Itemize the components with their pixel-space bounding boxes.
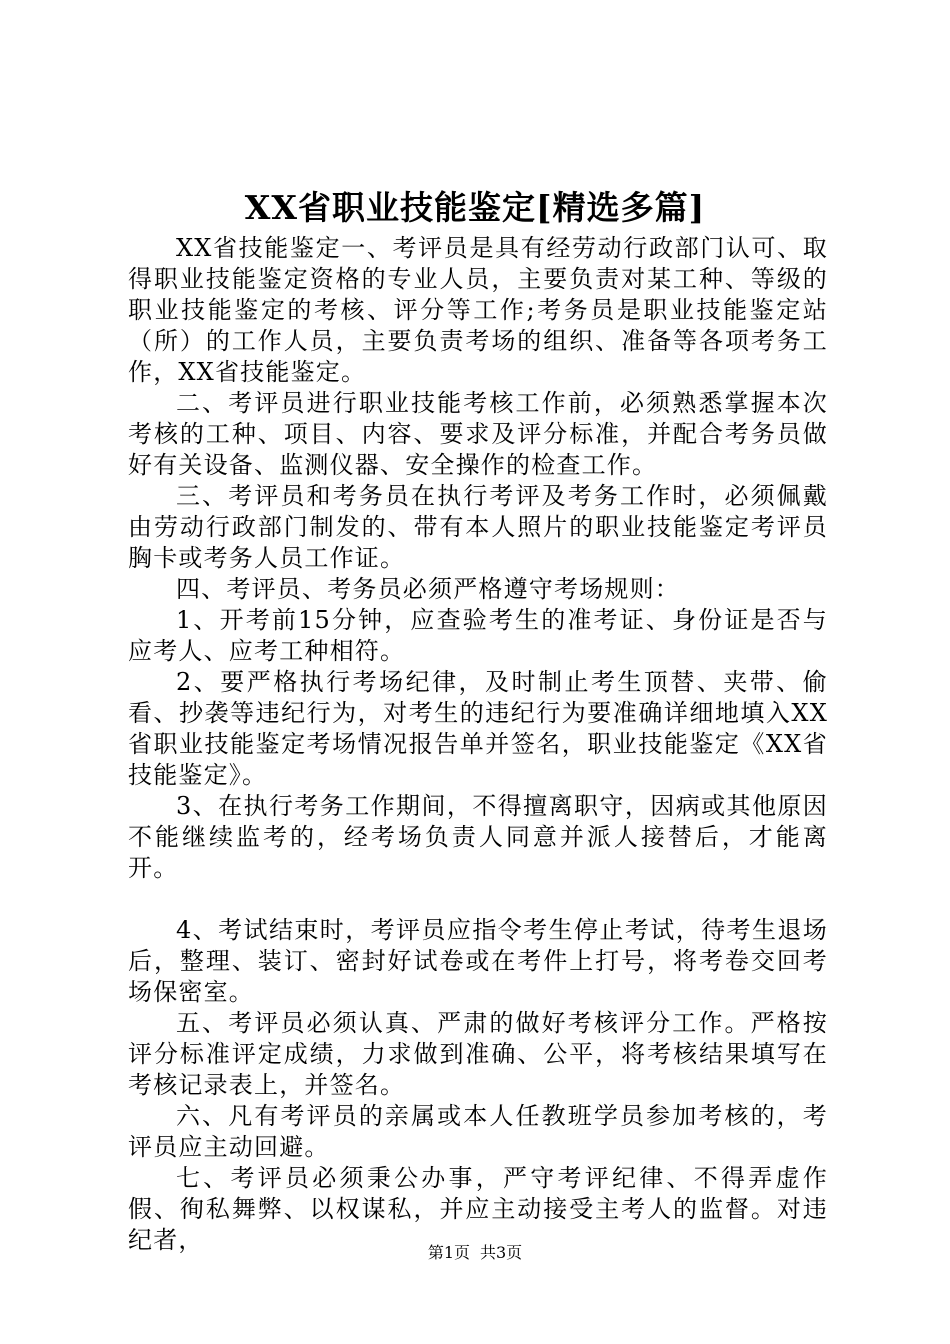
paragraph: 1、开考前15分钟，应查验考生的准考证、身份证是否与应考人、应考工种相符。: [128, 606, 828, 665]
page-number: 第1页: [427, 1243, 470, 1262]
paragraph: 三、考评员和考务员在执行考评及考务工作时，必须佩戴由劳动行政部门制发的、带有本人照片的职业技能鉴定考评员胸卡或考务人员工作证。: [128, 482, 828, 572]
paragraph: 2、要严格执行考场纪律，及时制止考生顶替、夹带、偷看、抄袭等违纪行为，对考生的违纪行为要准确详细地填入XX省职业技能鉴定考场情况报告单并签名，职业技能鉴定《XX省技能鉴定》。: [128, 668, 828, 789]
paragraph: XX省技能鉴定一、考评员是具有经劳动行政部门认可、取得职业技能鉴定资格的专业人员，主要负责对某工种、等级的职业技能鉴定的考核、评分等工作;考务员是职业技能鉴定站（所）的工作人员，主要负责考场的组织、准备等各项考务工作，XX省技能鉴定。: [128, 234, 828, 386]
paragraph: 六、凡有考评员的亲属或本人任教班学员参加考核的，考评员应主动回避。: [128, 1102, 828, 1161]
paragraph: 4、考试结束时，考评员应指令考生停止考试，待考生退场后，整理、装订、密封好试卷或在考件上打号，将考卷交回考场保密室。: [128, 916, 828, 1006]
document-body: [128, 233, 828, 1256]
paragraph: 3、在执行考务工作期间，不得擅离职守，因病或其他原因不能继续监考的，经考场负责人同意并派人接替后，才能离开。: [128, 792, 828, 882]
page-footer: [0, 1243, 950, 1263]
paragraph: 七、考评员必须秉公办事，严守考评纪律、不得弄虚作假、徇私舞弊、以权谋私，并应主动接受主考人的监督。对违纪者，: [128, 1164, 828, 1254]
page-total: 共3页: [480, 1243, 523, 1262]
paragraph: 二、考评员进行职业技能考核工作前，必须熟悉掌握本次考核的工种、项目、内容、要求及评分标准，并配合考务员做好有关设备、监测仪器、安全操作的检查工作。: [128, 389, 828, 479]
document-title: XX省职业技能鉴定[精选多篇]: [244, 188, 706, 227]
paragraph: 五、考评员必须认真、严肃的做好考核评分工作。严格按评分标准评定成绩，力求做到准确、公平，将考核结果填写在考核记录表上，并签名。: [128, 1009, 828, 1099]
paragraph: 四、考评员、考务员必须严格遵守考场规则：: [176, 575, 680, 603]
